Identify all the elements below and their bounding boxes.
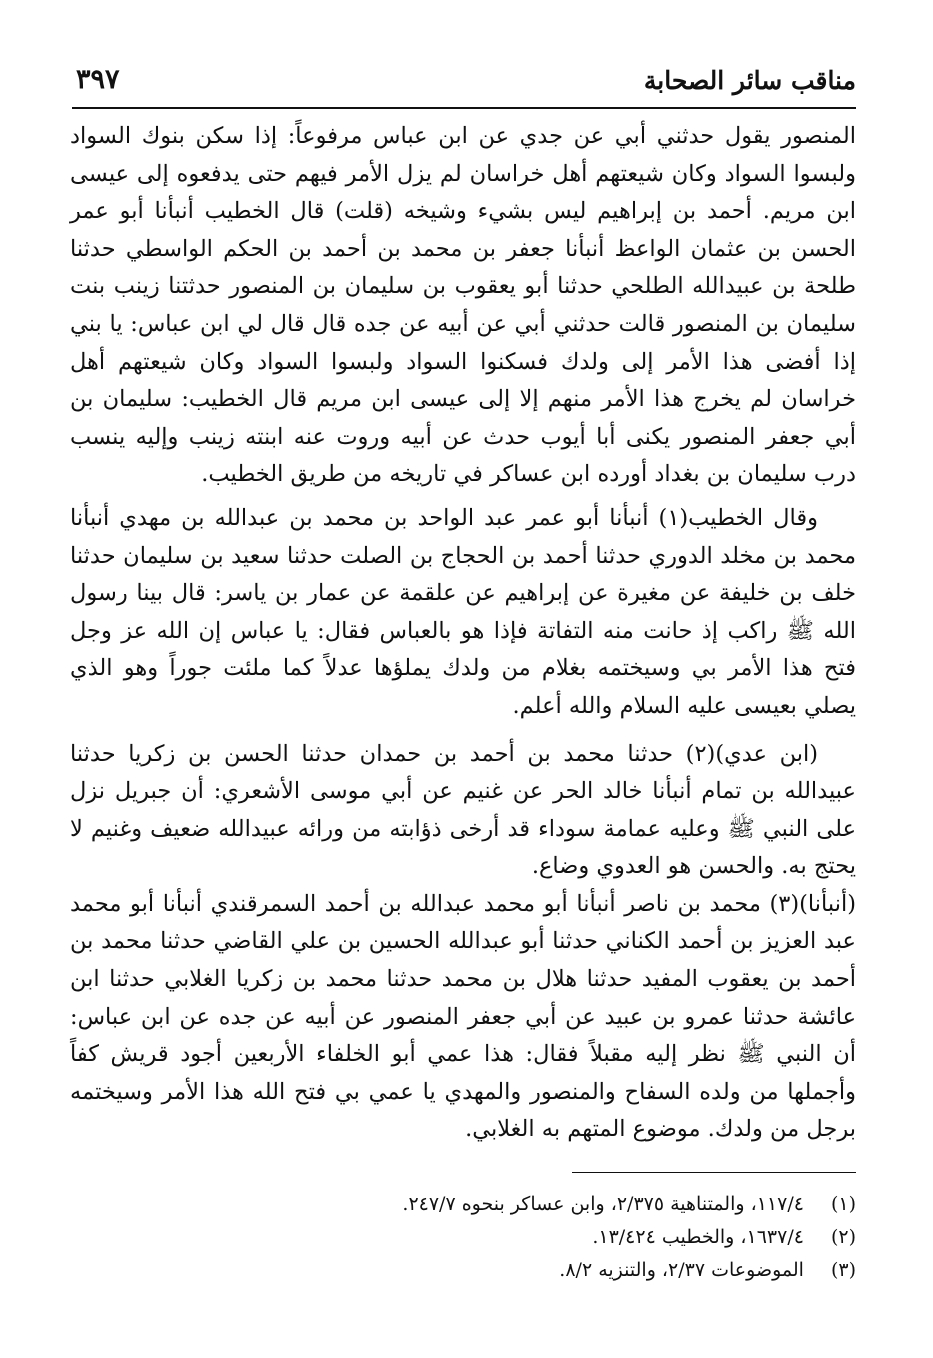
paragraph-2: وقال الخطيب(١) أنبأنا أبو عمر عبد الواحد بن محمد بن عبدالله بن مهدي أنبأنا محمد بن مخلد الدوري حدثنا أحمد بن الحجاج بن الصلت حدثنا سعيد بن سليمان حدثنا خلف بن خليفة عن مغيرة عن إبراهيم عن علقمة عن عمار بن ياسر: قال بينا رسول الله ﷺ راكب إذ حانت منه التفاتة فإذا هو بالعباس فقال: يا عباس إن الله عز وجل فتح هذا الأمر بي وسيختمه بغلام من ولدك يملؤها عدلاً كما ملئت جوراً وهو الذي يصلي بعيسى عليه السلام والله أعلم. <box>70 504 856 719</box>
footnote-text: ١٦٣٧/٤، والخطيب ١٣/٤٢٤. <box>592 1226 804 1248</box>
footnote-1 <box>70 1188 856 1221</box>
footnote-number: (١) <box>830 1193 856 1215</box>
page-header <box>72 62 856 106</box>
running-title: مناقب سائر الصحابة <box>643 66 856 95</box>
footnote-rule <box>572 1172 856 1173</box>
paragraph-4: (أنبأنا)(٣) محمد بن ناصر أنبأنا أبو محمد عبدالله بن أحمد السمرقندي أنبأنا أبو محمد عبد العزيز بن أحمد الكناني حدثنا أبو عبدالله الحسين بن علي القاضي حدثنا محمد بن أحمد بن يعقوب المفيد حدثنا هلال بن محمد حدثنا محمد بن زكريا الغلابي حدثنا ابن عائشة حدثنا عمرو بن عبيد عن أبي جعفر المنصور عن أبيه عن جده عن ابن عباس: أن النبي ﷺ نظر إليه مقبلاً فقال: هذا عمي أبو الخلفاء الأربعين أجود قريش كفاً وأجملها من ولده السفاح والمنصور والمهدي يا عمي بي فتح الله هذا الأمر وسيختمه برجل من ولدك. موضوع المتهم به الغلابي. <box>70 890 856 1143</box>
page-number: ٣٩٧ <box>76 64 120 95</box>
footnote-text: ١١٧/٤، والمتناهية ٢/٣٧٥، وابن عساكر بنحوه ٢٤٧/٧. <box>402 1193 804 1215</box>
paragraph-3: (ابن عدي)(٢) حدثنا محمد بن أحمد بن حمدان حدثنا الحسن بن زكريا حدثنا عبيدالله بن تمام أنبأنا خالد الحر عن غنيم عن أبي موسى الأشعري: أن جبريل نزل على النبي ﷺ وعليه عمامة سوداء قد أرخى ذؤابته من ورائه عبيدالله ضعيف وغنيم لا يحتج به. والحسن هو العدوي وضاع. <box>70 740 856 880</box>
paragraph-1: المنصور يقول حدثني أبي عن جدي عن ابن عباس مرفوعاً: إذا سكن بنوك السواد ولبسوا السواد وكان شيعتهم أهل خراسان لم يزل الأمر فيهم حتى يدفعوه إلى عيسى ابن مريم. أحمد بن إبراهيم ليس بشيء وشيخه (قلت) قال الخطيب أنبأنا أبو عمر الحسن بن عثمان الواعظ أنبأنا جعفر بن محمد بن أحمد بن الحكم الواسطي حدثنا طلحة بن عبيدالله الطلحي حدثنا أبو يعقوب بن سليمان بن المنصور حدثتنا زينب بنت سليمان بن المنصور قالت حدثني أبي عن أبيه عن جده قال قال لي ابن عباس: يا بني إذا أفضى هذا الأمر إلى ولدك فسكنوا السواد ولبسوا السواد وكان شيعتهم أهل خراسان لم يخرج هذا الأمر منهم إلا إلى عيسى ابن مريم قال الخطيب: سليمان بن أبي جعفر المنصور يكنى أبا أيوب حدث عن أبيه وروت عنه ابنته زينب وإليه ينسب درب سليمان بن بغداد أورده ابن عساكر في تاريخه من طريق الخطيب. <box>70 123 856 488</box>
header-rule <box>72 107 856 109</box>
main-text <box>70 118 856 1149</box>
footnote-3 <box>70 1254 856 1287</box>
footnote-number: (٢) <box>830 1226 856 1248</box>
footnotes <box>70 1188 856 1287</box>
footnote-2 <box>70 1221 856 1254</box>
footnote-number: (٣) <box>830 1259 856 1281</box>
footnote-text: الموضوعات ٢/٣٧، والتنزيه ٨/٢. <box>559 1259 804 1281</box>
